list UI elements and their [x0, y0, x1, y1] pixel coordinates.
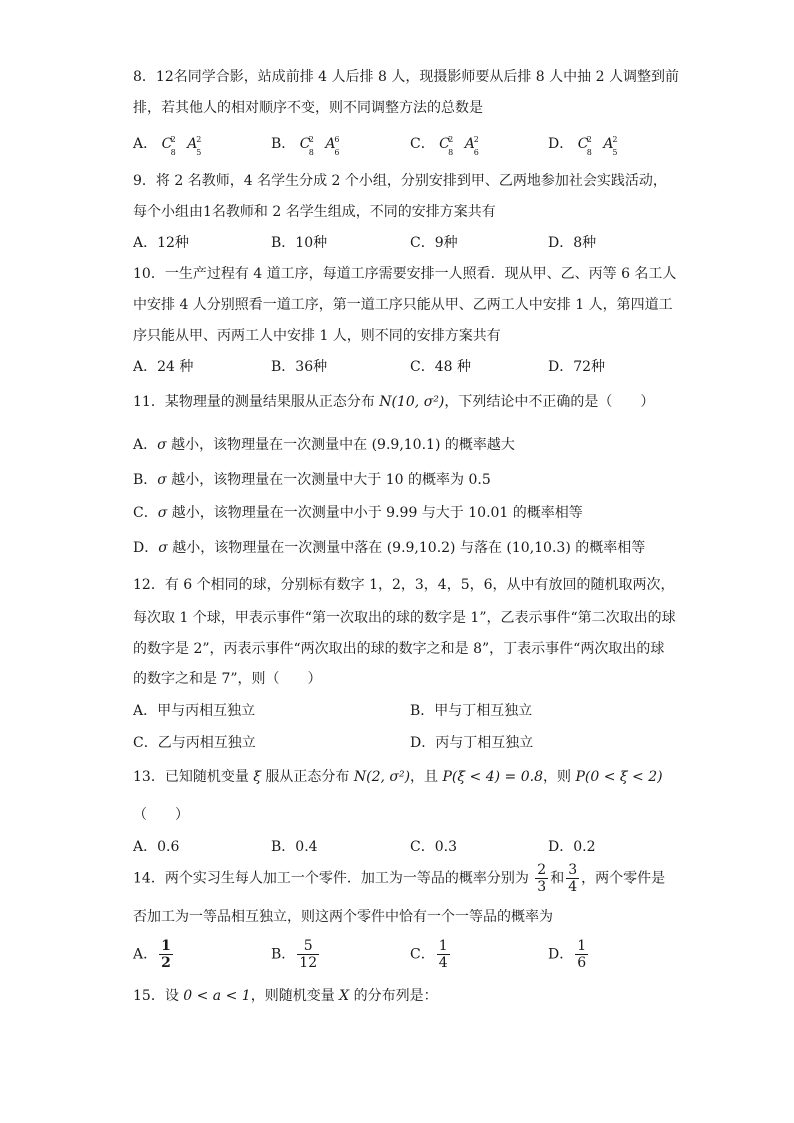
q10-option-c: C．48 种: [410, 359, 471, 375]
q13-option-b: B．0.4: [271, 839, 318, 855]
q12-line-3: 的数字是 2”，丙表示事件“两次取出的球的数字之和是 8”，丁表示事件“两次取出的球: [133, 641, 665, 657]
q14-fraction-1: $\frac{2}{3}$: [537, 862, 547, 895]
q13-stem: 13．已知随机变量 ξ 服从正态分布 N(2, σ²)，且 P(ξ < 4) = 0.8，则 P(0 < ξ < 2): [133, 769, 663, 785]
q8-option-d: D． C 2 8 A 2 5: [548, 135, 618, 157]
q9-line-1: 9．将 2 名教师，4 名学生分成 2 个小组，分别安排到甲、乙两地参加社会实践活动，: [133, 173, 667, 189]
q11-stem: 11．某物理量的测量结果服从正态分布 N(10, σ²)，下列结论中不正确的是（ ）: [133, 394, 655, 410]
q9-option-a: A．12种: [133, 235, 189, 251]
q8-option-c: C． C 2 8 A 2 6: [410, 135, 479, 157]
q12-line-2: 每次取 1 个球，甲表示事件“第一次取出的球的数字是 1”，乙表示事件“第二次取出的球: [133, 610, 676, 626]
q14-option-a: A． $\frac{1}{2}$: [133, 938, 171, 971]
q11-option-c: C．σ 越小，该物理量在一次测量中小于 9.99 与大于 10.01 的概率相等: [133, 505, 583, 521]
q11-distribution: N(10, σ²): [379, 394, 445, 410]
q14-stem: 14．两个实习生每人加工一个零件．加工为一等品的概率分别为 $\frac{2}{3}$ 和 $\frac{3}{4}$ ，两个零件是: [133, 862, 666, 895]
q8-option-b: B． C 2 8 A 6 6: [271, 135, 340, 157]
q12-option-d: D．丙与丁相互独立: [410, 735, 534, 751]
q10-line-3: 序只能从甲、丙两工人中安排 1 人，则不同的安排方案共有: [133, 328, 501, 344]
q11-option-b: B．σ 越小，该物理量在一次测量中大于 10 的概率为 0.5: [133, 472, 491, 488]
q10-line-2: 中安排 4 人分别照看一道工序，第一道工序只能从甲、乙两工人中安排 1 人，第四道工: [133, 297, 673, 313]
q9-option-b: B．10种: [271, 235, 328, 251]
q9-option-c: C．9种: [410, 235, 458, 251]
q10-line-1: 10．一生产过程有 4 道工序，每道工序需要安排一人照看．现从甲、乙、丙等 6 名工人: [133, 266, 677, 282]
q15-stem: 15．设 0 < a < 1，则随机变量 X 的分布列是：: [133, 988, 438, 1004]
q12-line-1: 12．有 6 个相同的球，分别标有数字 1，2，3，4，5，6，从中有放回的随机取两次，: [133, 577, 675, 593]
q10-option-d: D．72种: [548, 359, 606, 375]
q9-line-2: 每个小组由1名教师和 2 名学生组成，不同的安排方案共有: [133, 204, 496, 220]
q8-line-2: 排，若其他人的相对顺序不变，则不同调整方法的总数是: [133, 100, 483, 116]
q12-line-4: 的数字之和是 7”，则（ ）: [133, 671, 322, 687]
q10-option-a: A．24 种: [133, 359, 194, 375]
q14-option-d: D． $\frac{1}{6}$: [548, 938, 587, 971]
q14-option-b: B． $\frac{5}{12}$: [271, 938, 318, 971]
q8-line-1: 8．12名同学合影，站成前排 4 人后排 8 人，现摄影师要从后排 8 人中抽 2 人调整到前: [133, 69, 679, 85]
q9-option-d: D．8种: [548, 235, 597, 251]
q11-option-a: A．σ 越小，该物理量在一次测量中在 (9.9,10.1) 的概率越大: [133, 437, 515, 453]
q10-option-b: B．36种: [271, 359, 328, 375]
q13-option-c: C．0.3: [410, 839, 457, 855]
q12-option-b: B．甲与丁相互独立: [410, 703, 533, 719]
q14-option-c: C． $\frac{1}{4}$: [410, 938, 448, 971]
q12-option-a: A．甲与丙相互独立: [133, 703, 256, 719]
q14-line-2: 否加工为一等品相互独立，则这两个零件中恰有一个一等品的概率为: [133, 909, 553, 925]
q13-option-d: D．0.2: [548, 839, 596, 855]
q8-option-a: A． C 2 8 A 2 5: [133, 135, 202, 157]
q11-option-d: D．σ 越小，该物理量在一次测量中落在 (9.9,10.2) 与落在 (10,10.3) 的概率相等: [133, 540, 646, 556]
q12-option-c: C．乙与丙相互独立: [133, 735, 256, 751]
q14-fraction-2: $\frac{3}{4}$: [568, 862, 578, 895]
q13-answer-paren: （ ）: [133, 807, 189, 823]
q13-option-a: A．0.6: [133, 839, 180, 855]
